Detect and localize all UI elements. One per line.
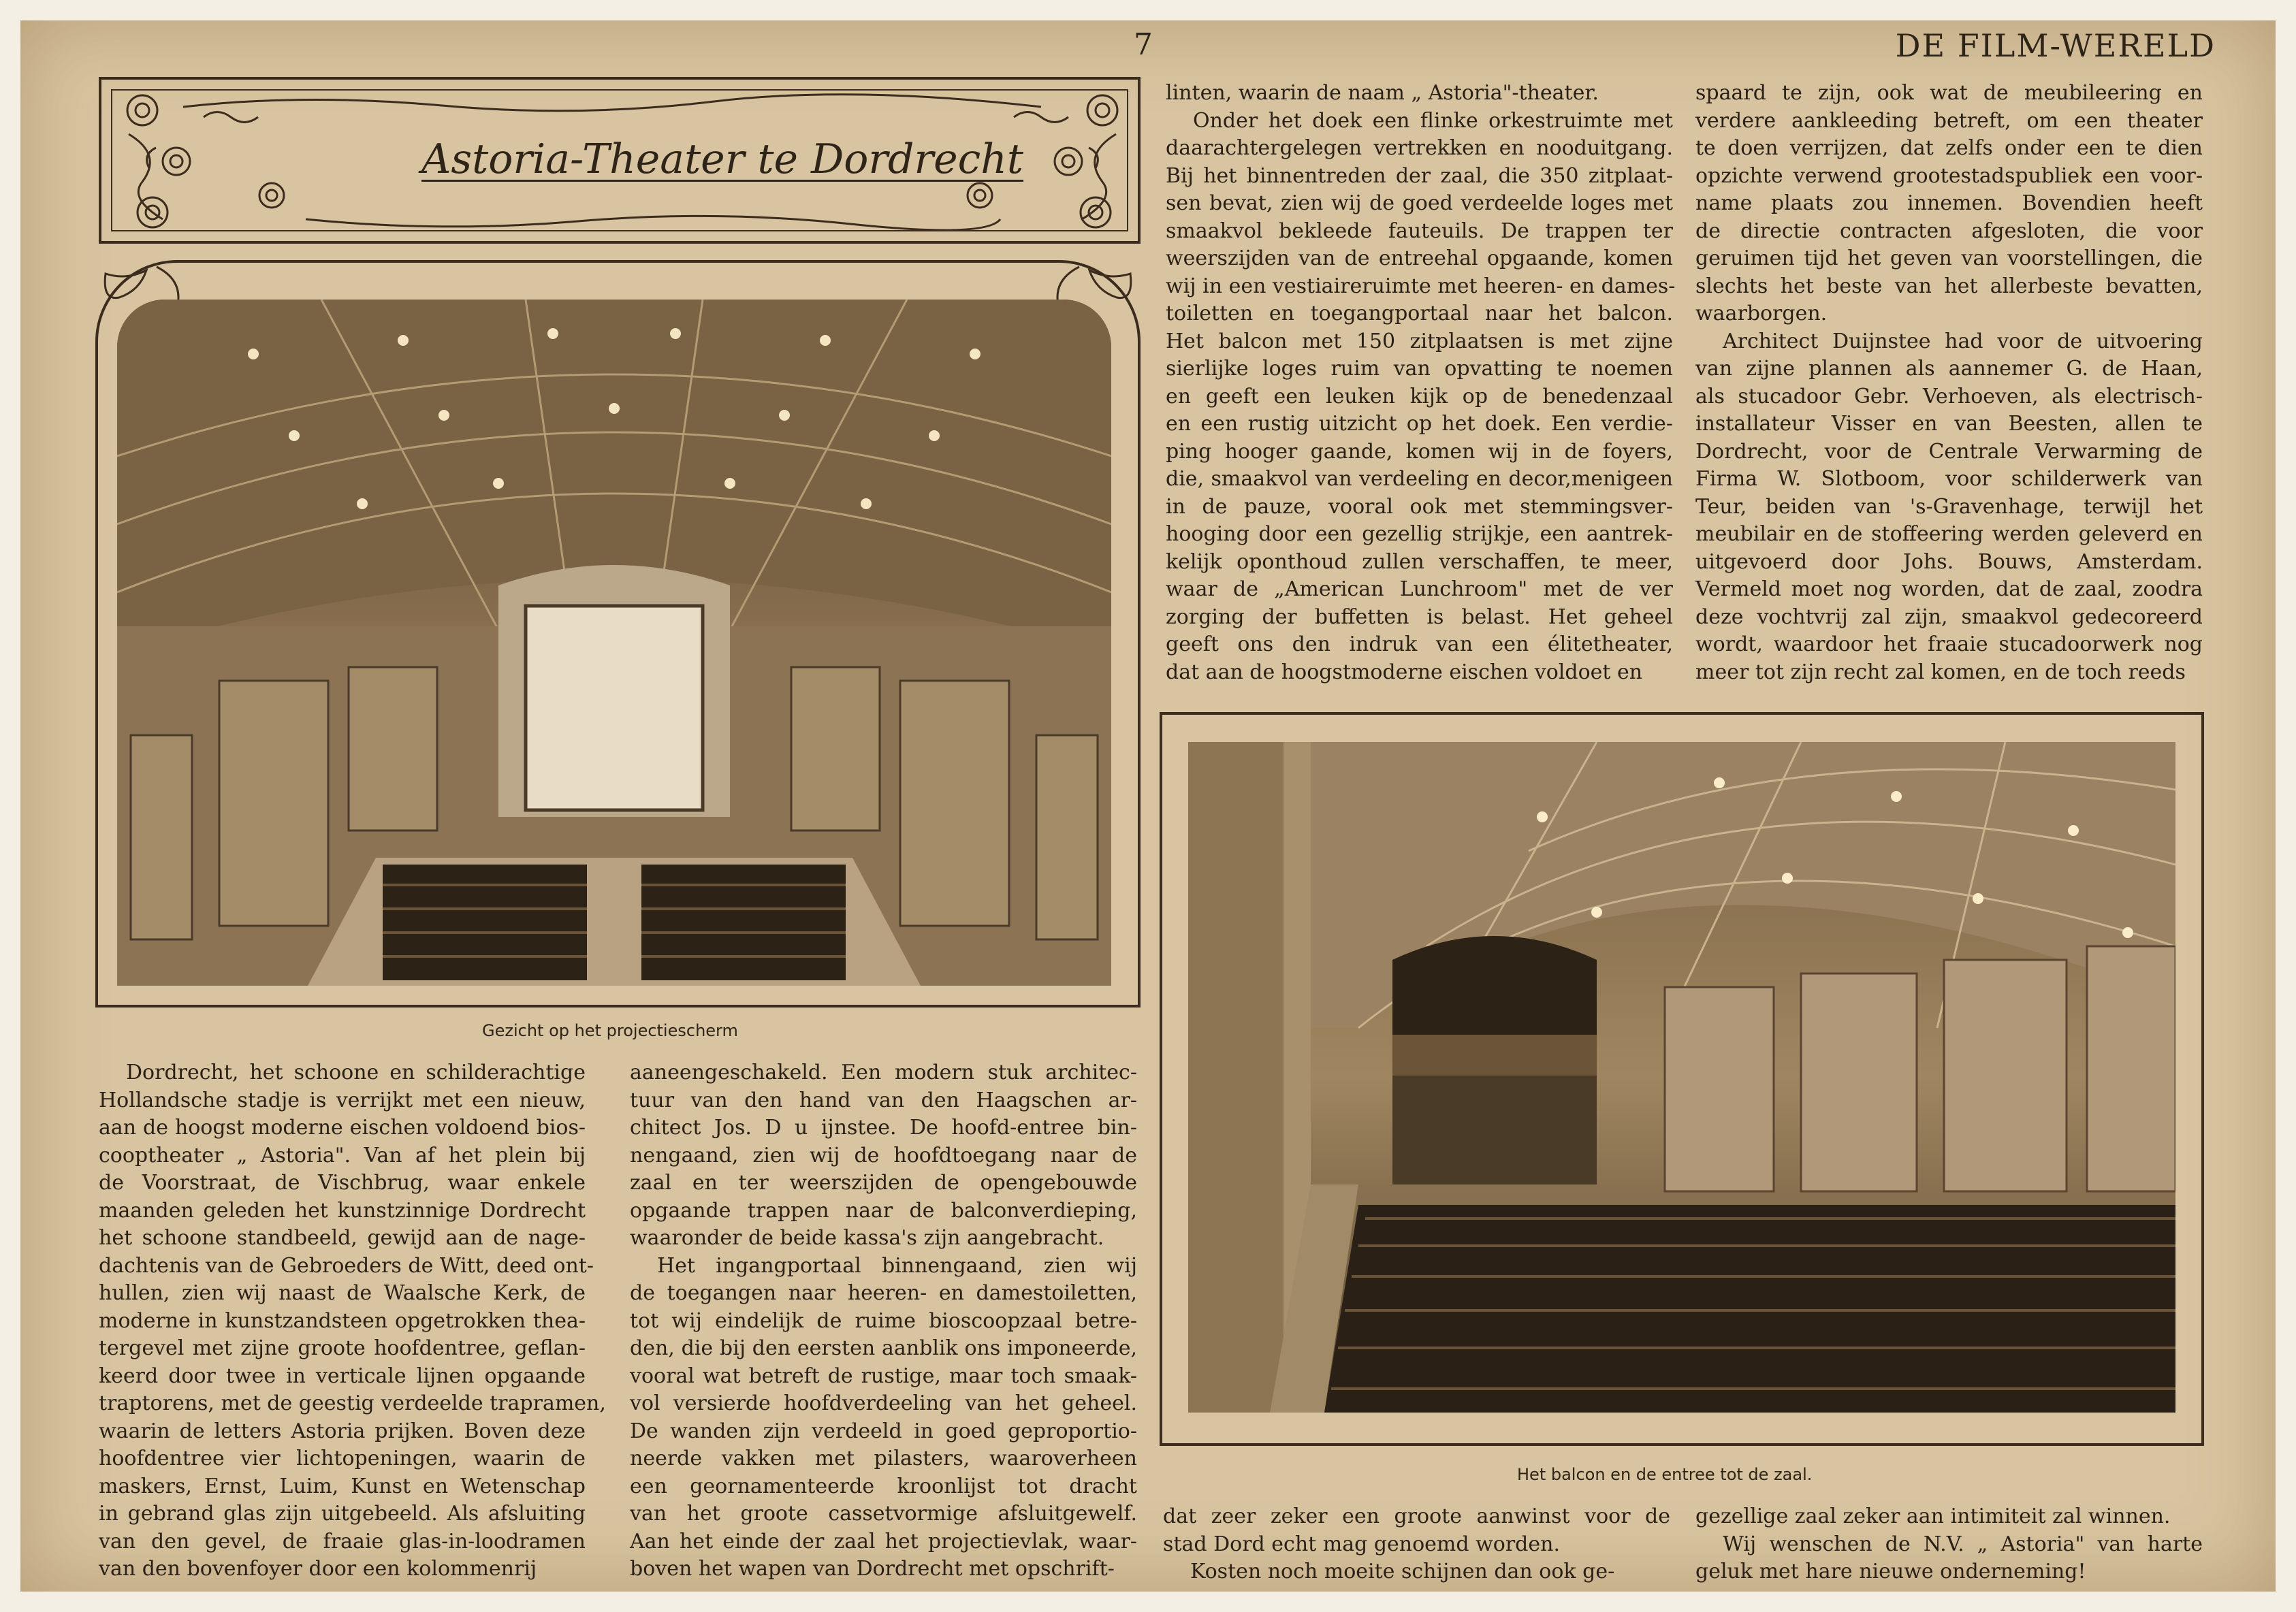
text-line: Dordrecht, het schoone en schilderachtige [126, 1061, 586, 1084]
auditorium-image [117, 300, 1111, 986]
text-line: chitect Jos. D u ijnstee. De hoofd-entree bin- [630, 1116, 1137, 1140]
text-line: hoofdentree vier lichtopeningen, waarin de [99, 1447, 586, 1470]
text-line: wordt, waardoor het fraaie stucadoorwerk nog [1695, 632, 2203, 656]
text-line: dat zeer zeker een groote aanwinst voor de [1163, 1504, 1670, 1528]
masthead: DE FILM-WERELD [1895, 27, 2216, 64]
text-line: Aan het einde der zaal het projectievlak, waar- [630, 1529, 1137, 1553]
title-frame [99, 77, 1141, 244]
text-line: den, die bij den eersten aanblik ons imponeerde, [630, 1336, 1137, 1360]
text-line: Teur, beiden van 's-Gravenhage, terwijl het [1695, 494, 2203, 519]
text-line: installateur Visser en van Beesten, allen te [1695, 412, 2203, 436]
text-line: daarachtergelegen vertrekken en nooduitgang. [1166, 136, 1673, 160]
photo-projection-screen [117, 300, 1111, 986]
text-line: gezellige zaal zeker aan intimiteit zal winnen. [1695, 1504, 2171, 1528]
text-line: Vermeld moet nog worden, dat de zaal, zoodra [1695, 577, 2203, 601]
text-line: de directie contracten afgesloten, die voor [1695, 219, 2203, 243]
text-line: te doen verrijzen, dat zelfs onder een te dien [1695, 136, 2203, 160]
text-line: kelijk oponthoud zullen verschaffen, te meer, [1166, 549, 1673, 574]
text-line: waarborgen. [1695, 302, 1828, 325]
text-line: Onder het doek een flinke orkestruimte met [1193, 108, 1673, 133]
text-line: slechts het beste van het allerbeste bevatten, [1695, 274, 2203, 298]
text-line: weerszijden van de entreehal opgaande, komen [1166, 246, 1673, 270]
text-line: wij in een vestiaireruimte met heeren- en dames- [1166, 274, 1676, 298]
text-line: Hollandsche stadje is verrijkt met een nieuw, [99, 1088, 586, 1112]
text-line: geeft ons den indruk van een élitetheater, [1166, 632, 1673, 656]
column-3 [1166, 80, 1676, 686]
text-line: ping hooger gaande, komen wij in de foyers, [1166, 439, 1673, 464]
text-line: name plaats zou innemen. Bovendien heeft [1695, 191, 2203, 215]
text-line: tuur van den hand van den Haagschen ar- [630, 1088, 1137, 1112]
text-line: maanden geleden het kunstzinnige Dordrecht [99, 1198, 586, 1223]
text-line: het schoone standbeeld, gewijd aan de nage- [99, 1226, 586, 1250]
text-line: de toegangen naar heeren- en damestoiletten, [630, 1281, 1137, 1305]
text-line: neerde vakken met pilasters, waaroverheen [630, 1447, 1137, 1470]
text-line: waar de „American Lunchroom" met de ver [1166, 577, 1673, 601]
text-line: vooral wat betreft de rustige, maar toch smaak- [630, 1364, 1137, 1388]
text-line: De wanden zijn verdeeld in goed geproportio- [630, 1419, 1137, 1443]
text-line: opgaande trappen naar de balconverdieping, [630, 1198, 1137, 1223]
photo2-caption: Het balcon en de entree tot de zaal. [1517, 1465, 1813, 1484]
text-line: nengaand, zien wij de hoofdtoegang naar de [630, 1143, 1137, 1167]
text-line: toiletten en toegangportaal naar het balcon. [1166, 302, 1673, 325]
text-line: spaard te zijn, ook wat de meubileering en [1695, 81, 2203, 105]
photo-balcony-entrance [1188, 742, 2175, 1413]
column-4-continued [1695, 1503, 2203, 1586]
text-line: Firma W. Slotboom, voor schilderwerk van [1695, 467, 2203, 491]
text-line: tergevel met zijne groote hoofdentree, geflan- [99, 1336, 586, 1360]
text-line: als stucadoor Gebr. Verhoeven, als electrisch- [1695, 384, 2203, 408]
text-line: verdere aankleeding betreft, om een theater [1695, 108, 2203, 133]
text-line: die, smaakvol van verdeeling en decor,menigeen [1166, 467, 1673, 491]
text-line: in gebrand glas zijn uitgebeeld. Als afsluiting [99, 1502, 586, 1526]
text-line: meubilair en de stoffeering werden geleverd en [1695, 522, 2203, 546]
text-line: linten, waarin de naam „ Astoria"-theater. [1166, 81, 1599, 105]
text-line: Wij wenschen de N.V. „ Astoria" van harte [1723, 1532, 2203, 1556]
text-line: dat aan de hoogstmoderne eischen voldoet en [1166, 660, 1643, 684]
text-line: smaakvol bekleede fauteuils. De trappen ter [1166, 219, 1673, 243]
column-2 [630, 1059, 1137, 1583]
text-line: stad Dord echt mag genoemd worden. [1163, 1532, 1560, 1556]
text-line: hooging door een gezellig strijkje, een aantrek- [1166, 522, 1673, 546]
text-line: aan de hoogst moderne eischen voldoend bios- [99, 1116, 586, 1140]
text-line: sen bevat, zien wij de goed verdeelde loges met [1166, 191, 1673, 215]
text-line: waaronder de beide kassa's zijn aangebracht. [630, 1226, 1104, 1250]
text-line: deze vochtvrij zal zijn, smaakvol gedecoreerd [1695, 604, 2203, 629]
text-line: opzichte verwend grootestadspubliek een voor- [1695, 163, 2203, 188]
text-line: zorging der buffetten is belast. Het geheel [1166, 604, 1673, 629]
text-line: sierlijke loges ruim van opvatting te noemen [1166, 357, 1673, 381]
text-line: van den gevel, de fraaie glas-in-loodramen [99, 1529, 586, 1553]
page-number: 7 [1134, 27, 1153, 62]
balcony-image [1188, 742, 2175, 1413]
text-line: zaal en ter weerszijden de opengebouwde [630, 1171, 1137, 1195]
text-line: aaneengeschakeld. Een modern stuk architec- [630, 1061, 1137, 1084]
text-line: Architect Duijnstee had voor de uitvoering [1723, 329, 2203, 353]
text-line: maskers, Ernst, Luim, Kunst en Wetenschap [99, 1474, 586, 1498]
text-line: traptorens, met de geestig verdeelde trapramen, [99, 1391, 606, 1415]
photo1-caption: Gezicht op het projectiescherm [482, 1021, 738, 1040]
text-line: Het ingangportaal binnengaand, zien wij [657, 1253, 1137, 1278]
text-line: tot wij eindelijk de ruime bioscoopzaal betre- [630, 1308, 1137, 1333]
text-line: en geeft een leuken kijk op de benedenzaal [1166, 384, 1673, 408]
text-line: cooptheater „ Astoria". Van af het plein bij [99, 1143, 586, 1167]
text-line: uitgevoerd door Johs. Bouws, Amsterdam. [1695, 549, 2203, 574]
text-line: meer tot zijn recht zal komen, en de toch reeds [1695, 660, 2186, 684]
text-line: de Voorstraat, de Vischbrug, waar enkele [99, 1171, 586, 1195]
text-line: Dordrecht, voor de Centrale Verwarming de [1695, 439, 2203, 464]
text-line: moderne in kunstzandsteen opgetrokken thea- [99, 1308, 586, 1333]
text-line: in de pauze, vooral ook met stemmingsver- [1166, 494, 1673, 519]
text-line: Kosten noch moeite schijnen dan ook ge- [1190, 1560, 1615, 1583]
column-4 [1695, 80, 2203, 686]
text-line: Bij het binnentreden der zaal, die 350 zitplaat- [1166, 163, 1673, 188]
text-line: van het groote cassetvormige afsluitgewelf. [630, 1502, 1137, 1526]
column-1 [99, 1059, 606, 1583]
column-3-continued [1163, 1503, 1670, 1586]
text-line: Het balcon met 150 zitplaatsen is met zijne [1166, 329, 1673, 353]
text-line: geruimen tijd het geven van voorstellingen, die [1695, 246, 2203, 270]
text-line: een geornamenteerde kroonlijst tot dracht [630, 1474, 1137, 1498]
text-line: boven het wapen van Dordrecht met opschrift- [630, 1557, 1115, 1581]
text-line: waarin de letters Astoria prijken. Boven deze [99, 1419, 586, 1443]
text-line: geluk met hare nieuwe onderneming! [1695, 1560, 2086, 1583]
text-line: keerd door twee in verticale lijnen opgaande [99, 1364, 586, 1388]
text-line: dachtenis van de Gebroeders de Witt, deed ont- [99, 1253, 594, 1278]
text-line: vol versierde hoofdverdeeling van het geheel. [630, 1391, 1137, 1415]
text-line: van zijne plannen als aannemer G. de Haan, [1695, 357, 2203, 381]
text-line: hullen, zien wij naast de Waalsche Kerk, de [99, 1281, 586, 1305]
text-line: en een rustig uitzicht op het doek. Een verdie- [1166, 412, 1673, 436]
article-title: Astoria-Theater te Dordrecht [421, 135, 1024, 183]
text-line: van den bovenfoyer door een kolommenrij [99, 1557, 537, 1581]
